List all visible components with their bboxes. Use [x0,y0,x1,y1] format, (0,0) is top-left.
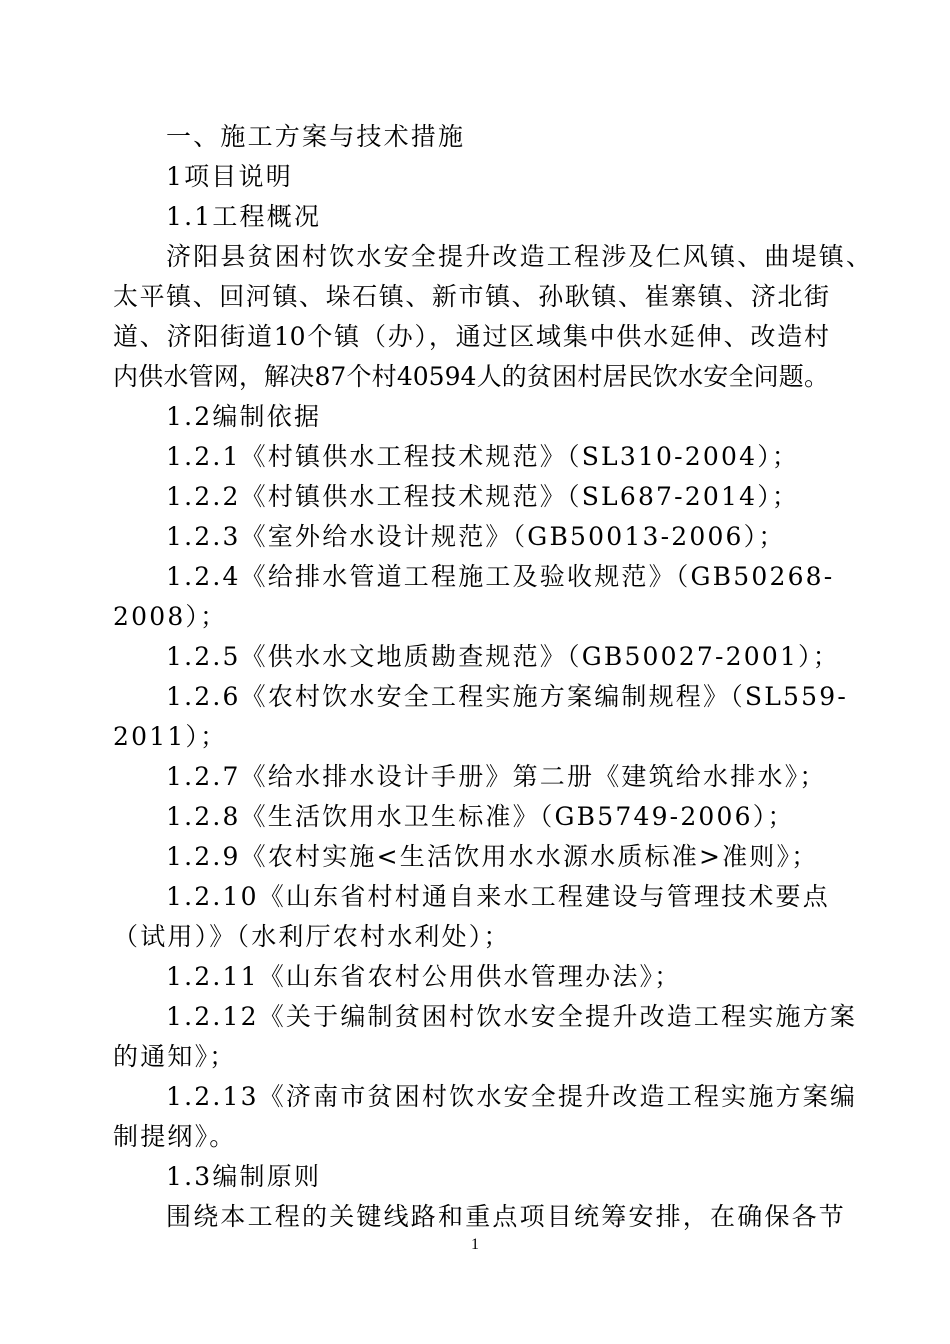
subsection-heading: 1.1工程概况 [166,202,322,231]
reference-item: 1.2.9《农村实施<生活饮用水水源水质标准>准则》； [166,842,819,871]
reference-item: 1.2.4《给排水管道工程施工及验收规范》（GB50268- [166,562,835,591]
paragraph-line: 济阳县贫困村饮水安全提升改造工程涉及仁风镇、曲堤镇、 [166,242,874,271]
reference-item-continuation: 2011）； [113,722,228,751]
section-heading: 一、施工方案与技术措施 [166,122,466,151]
reference-item: 1.2.3《室外给水设计规范》（GB50013-2006）； [166,522,786,551]
paragraph-line: 围绕本工程的关键线路和重点项目统筹安排，在确保各节 [166,1202,847,1231]
paragraph-line: 内供水管网，解决87个村40594人的贫困村居民饮水安全问题。 [113,362,829,391]
reference-item: 1.2.2《村镇供水工程技术规范》（SL687-2014）； [166,482,800,511]
reference-item: 1.2.6《农村饮水安全工程实施方案编制规程》（SL559- [166,682,849,711]
reference-item: 1.2.10《山东省村村通自来水工程建设与管理技术要点 [166,882,830,911]
paragraph-line: 道、济阳街道10个镇（办），通过区域集中供水延伸、改造村 [113,322,829,351]
paragraph-line: 太平镇、回河镇、垛石镇、新市镇、孙耿镇、崔寨镇、济北街 [113,282,829,311]
reference-item: 1.2.8《生活饮用水卫生标准》（GB5749-2006）； [166,802,795,831]
reference-item-continuation: 的通知》； [113,1042,237,1071]
reference-item: 1.2.12《关于编制贫困村饮水安全提升改造工程实施方案 [166,1002,858,1031]
reference-item-continuation: 2008）； [113,602,228,631]
reference-item: 1.2.13《济南市贫困村饮水安全提升改造工程实施方案编 [166,1082,858,1111]
subsection-heading: 1项目说明 [166,162,293,191]
reference-item: 1.2.1《村镇供水工程技术规范》（SL310-2004）； [166,442,800,471]
reference-item: 1.2.11《山东省农村公用供水管理办法》； [166,962,682,991]
reference-item-continuation: 制提纲》。 [113,1122,237,1151]
reference-item-continuation: （试用）》（水利厅农村水利处）； [113,922,511,951]
subsection-heading: 1.2编制依据 [166,402,322,431]
subsection-heading: 1.3编制原则 [166,1162,322,1191]
reference-item: 1.2.5《供水水文地质勘查规范》（GB50027-2001）； [166,642,840,671]
reference-item: 1.2.7《给水排水设计手册》第二册《建筑给水排水》； [166,762,827,791]
page-number: 1 [471,1236,479,1253]
